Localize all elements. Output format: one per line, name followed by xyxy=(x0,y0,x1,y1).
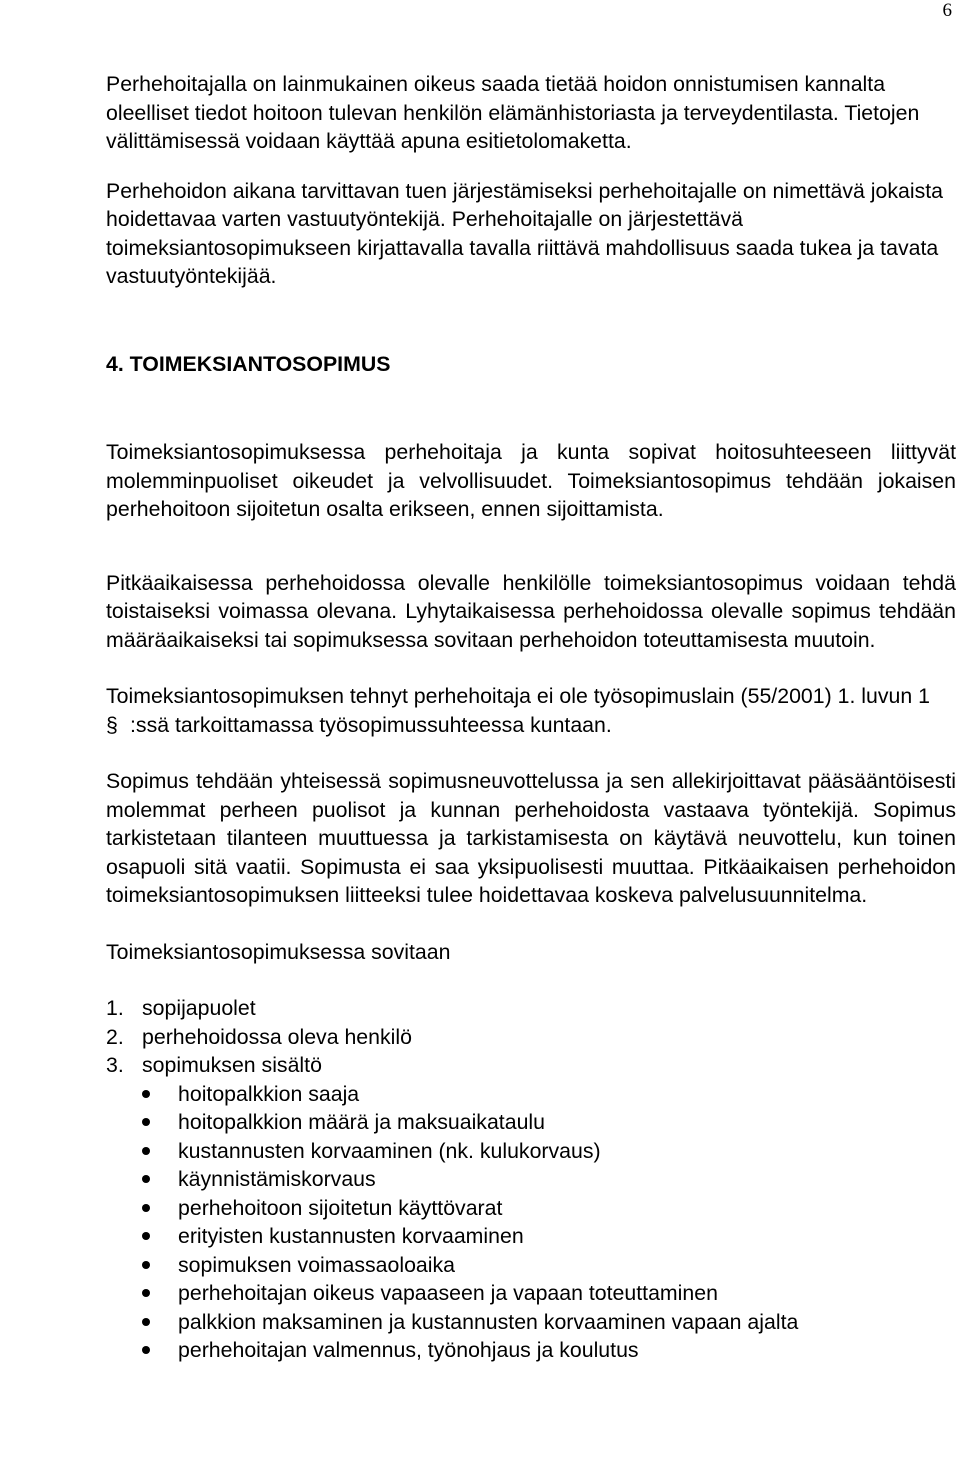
bullet-item xyxy=(106,1108,956,1137)
bullet-list xyxy=(106,1080,956,1365)
bullet-text: sopimuksen voimassaoloaika xyxy=(178,1252,455,1277)
bullet-icon xyxy=(106,1279,178,1297)
bullet-icon xyxy=(106,1165,178,1183)
bullet-item xyxy=(106,1308,956,1337)
document-body xyxy=(106,70,956,1365)
bullet-icon xyxy=(106,1108,178,1126)
bullet-icon xyxy=(106,1251,178,1269)
bullet-item xyxy=(106,1222,956,1251)
bullet-text: palkkion maksaminen ja kustannusten korvaaminen vapaan ajalta xyxy=(178,1309,799,1334)
list-item-text: sopijapuolet xyxy=(142,996,256,1020)
bullet-item xyxy=(106,1165,956,1194)
section-paragraph-2: Pitkäaikaisessa perhehoidossa olevalle henkilölle toimeksiantosopimus voidaan tehdä toistaiseksi voimassa olevana. Lyhytaikaisessa perhehoidossa olevalle sopimus tehdään määräaikaiseksi tai sopimuksessa sovitaan perhehoidon toteuttamisesta muutoin. xyxy=(106,570,956,652)
bullet-text: perhehoitajan valmennus, työnohjaus ja koulutus xyxy=(178,1338,639,1362)
bullet-text: perhehoitoon sijoitetun käyttövarat xyxy=(178,1195,503,1220)
list-number: 3. xyxy=(106,1053,124,1077)
section-paragraph-4: Sopimus tehdään yhteisessä sopimusneuvottelussa ja sen allekirjoittavat pääsääntöisesti molemmat perheen puolisot ja kunnan perhehoidosta vastaava työntekijä. Sopimus tarkistetaan tilanteen muuttuessa ja tarkistamisesta on käytävä neuvottelu, kun toinen osapuoli sitä vaatii. Sopimusta ei saa yksipuolisesti muuttaa. Pitkäaikaisen perhehoidon toimeksiantosopimuksen liitteeksi tulee hoidettavaa koskeva palvelusuunnitelma. xyxy=(106,769,956,907)
bullet-item xyxy=(106,1080,956,1109)
section-sign-icon: § xyxy=(106,712,118,737)
bullet-item xyxy=(106,1336,956,1365)
section-paragraph-5: Toimeksiantosopimuksessa sovitaan xyxy=(106,939,451,964)
bullet-text: kustannusten korvaaminen (nk. kulukorvaus) xyxy=(178,1138,601,1163)
list-item xyxy=(106,994,956,1023)
section-paragraph-3 xyxy=(106,682,956,739)
bullet-item xyxy=(106,1137,956,1166)
list-item-text: perhehoidossa oleva henkilö xyxy=(142,1024,412,1049)
section-heading: 4. TOIMEKSIANTOSOPIMUS xyxy=(106,351,391,376)
bullet-icon xyxy=(106,1222,178,1240)
bullet-icon xyxy=(106,1336,178,1354)
intro-paragraph-1: Perhehoitajalla on lainmukainen oikeus saada tietää hoidon onnistumisen kannalta oleelliset tiedot hoitoon tulevan henkilön elämänhistoriasta ja terveydentilasta. Tietojen välittämisessä voidaan käyttää apuna esitietolomaketta. xyxy=(106,72,920,153)
bullet-icon xyxy=(106,1308,178,1326)
numbered-list xyxy=(106,994,956,1080)
intro-paragraph-2: Perhehoidon aikana tarvittavan tuen järjestämiseksi perhehoitajalle on nimettävä jokaista hoidettavaa varten vastuutyöntekijä. Perhehoitajalle on järjestettävä toimeksiantosopimukseen kirjattavalla tavalla riittävä mahdollisuus saada tukea ja tavata vastuutyöntekijää. xyxy=(106,178,943,288)
bullet-item xyxy=(106,1251,956,1280)
bullet-icon xyxy=(106,1137,178,1155)
bullet-text: perhehoitajan oikeus vapaaseen ja vapaan toteuttaminen xyxy=(178,1281,718,1305)
page-number: 6 xyxy=(942,0,952,21)
bullet-text: erityisten kustannusten korvaaminen xyxy=(178,1224,524,1248)
bullet-icon xyxy=(106,1080,178,1098)
bullet-item xyxy=(106,1194,956,1223)
bullet-text: hoitopalkkion määrä ja maksuaikataulu xyxy=(178,1110,545,1134)
bullet-text: käynnistämiskorvaus xyxy=(178,1167,376,1191)
list-item xyxy=(106,1023,956,1052)
list-item-text: sopimuksen sisältö xyxy=(142,1053,322,1077)
list-number: 1. xyxy=(106,996,124,1020)
section-paragraph-3-end: :ssä tarkoittamassa työsopimussuhteessa kuntaan. xyxy=(130,712,612,737)
list-number: 2. xyxy=(106,1024,124,1049)
bullet-text: hoitopalkkion saaja xyxy=(178,1081,360,1106)
bullet-icon xyxy=(106,1194,178,1212)
section-paragraph-3-start: Toimeksiantosopimuksen tehnyt perhehoitaja ei ole työsopimuslain (55/2001) 1. luvun 1 xyxy=(106,684,930,708)
section-paragraph-1: Toimeksiantosopimuksessa perhehoitaja ja kunta sopivat hoitosuhteeseen liittyvät molemminpuoliset oikeudet ja velvollisuudet. Toimeksiantosopimus tehdään jokaisen perhehoitoon sijoitetun osalta erikseen, ennen sijoittamista. xyxy=(106,440,956,521)
bullet-item xyxy=(106,1279,956,1308)
list-item xyxy=(106,1051,956,1080)
